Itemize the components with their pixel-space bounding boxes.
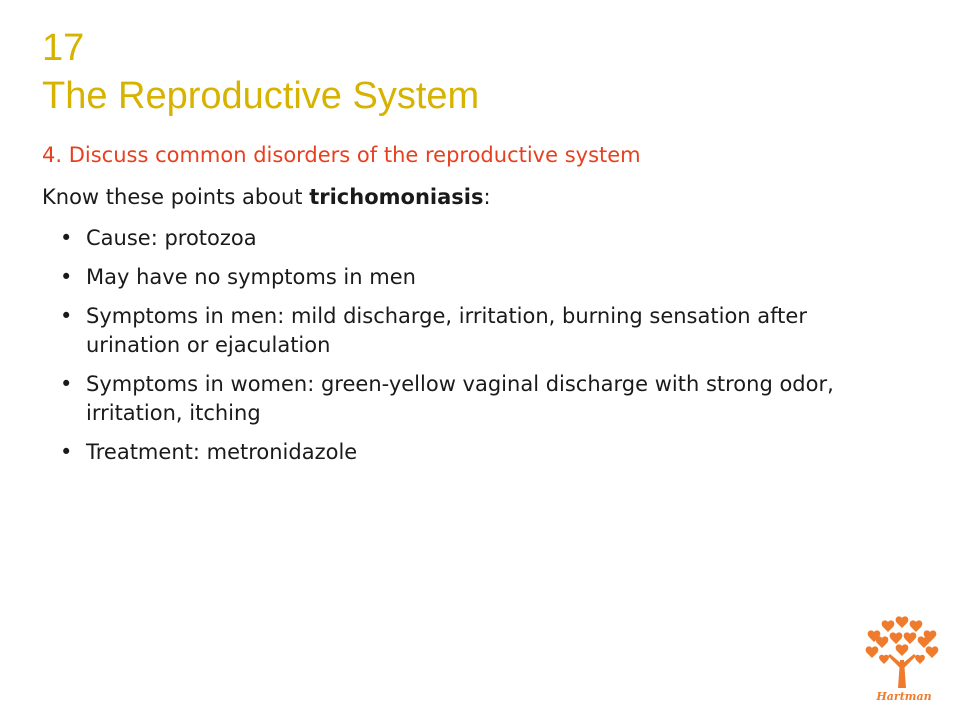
hartman-logo-text: Hartman bbox=[876, 690, 932, 703]
learning-objective: 4. Discuss common disorders of the reproductive system bbox=[42, 143, 641, 167]
heart-leaves bbox=[866, 616, 939, 664]
bullet-text: Symptoms in women: green-yellow vaginal discharge with strong odor, irritation, itching bbox=[86, 372, 834, 425]
bullet-text: Cause: protozoa bbox=[86, 226, 257, 250]
bullet-item bbox=[58, 302, 898, 360]
bullet-dot: • bbox=[60, 304, 73, 328]
bullet-item bbox=[58, 224, 898, 253]
bullet-dot: • bbox=[60, 226, 73, 250]
bullet-dot: • bbox=[60, 265, 73, 289]
chapter-title: The Reproductive System bbox=[42, 75, 480, 117]
bullet-text: Treatment: metronidazole bbox=[86, 440, 358, 464]
bullet-item bbox=[58, 438, 898, 467]
bullet-dot: • bbox=[60, 372, 73, 396]
bullet-text: Symptoms in men: mild discharge, irritation, burning sensation after urination or ejaculation bbox=[86, 304, 807, 357]
intro-line bbox=[42, 185, 491, 209]
intro-prefix: Know these points about bbox=[42, 185, 310, 209]
intro-suffix: : bbox=[483, 185, 491, 209]
chapter-number: 17 bbox=[42, 27, 85, 69]
bullet-list bbox=[58, 224, 898, 477]
bullet-item bbox=[58, 263, 898, 292]
bullet-dot: • bbox=[60, 440, 73, 464]
intro-term: trichomoniasis bbox=[309, 185, 484, 209]
bullet-item bbox=[58, 370, 898, 428]
bullet-text: May have no symptoms in men bbox=[86, 265, 416, 289]
